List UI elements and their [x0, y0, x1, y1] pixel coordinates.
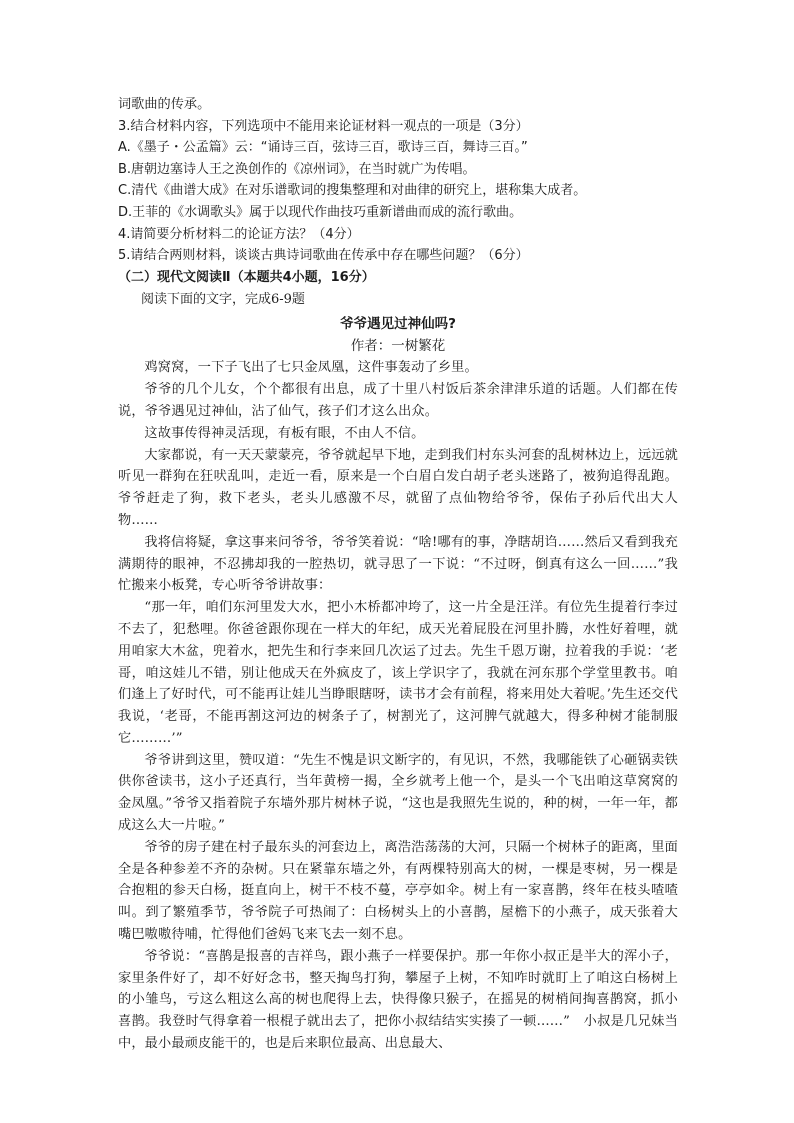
option-c: C.清代《曲谱大成》在对乐谱歌词的搜集整理和对曲律的研究上，堪称集大成者。 — [118, 183, 587, 199]
paragraph: 爷爷讲到这里，赞叹道：“先生不愧是识文断字的，有见识，不然，我哪能铁了心砸锅卖铁供你爸读书，这小子还真行，当年黄榜一揭，全乡就考上他一个，是头一个飞出咱这草窝窝的金凤凰。”爷爷又指着院子东墙外那片树林子说，“这也是我照先生说的，种的树，一年一年，都成这么大一片啦。” — [118, 752, 678, 834]
reading-instruction: 阅读下面的文字，完成6-9题 — [141, 292, 305, 308]
option-b: B.唐朝边塞诗人王之涣创作的《凉州词》，在当时就广为传唱。 — [118, 161, 476, 177]
paragraph: 爷爷的房子建在村子最东头的河套边上，离浩浩荡荡的大河，只隔一个树林子的距离，里面全是各种参差不齐的杂树。只在紧靠东墙之外，有两棵特别高大的树，一棵是枣树，另一棵是合抱粗的参天白杨，挺直向上，树干不枝不蔓，亭亭如伞。树上有一家喜鹊，终年在枝头喳喳叫。到了繁殖季节，爷爷院子可热闹了：白杨树头上的小喜鹊，屋檐下的小燕子，成天张着大嘴巴嗷嗷待哺，忙得他们爸妈飞来飞去一刻不息。 — [118, 839, 678, 943]
question-4: 4.请简要分析材料二的论证方法？（4分） — [118, 226, 360, 242]
paragraph: 爷爷的几个儿女，个个都很有出息，成了十里八村饭后茶余津津乐道的话题。人们都在传说，爷爷遇见过神仙，沾了仙气，孩子们才这么出众。 — [118, 382, 678, 419]
continuation-text: 词歌曲的传承。 — [118, 97, 211, 112]
exam-page — [118, 94, 678, 1055]
paragraph: 这故事传得神灵活现，有板有眼，不由人不信。 — [144, 425, 425, 441]
paragraph: 鸡窝窝，一下子飞出了七只金凤凰，这件事轰动了乡里。 — [144, 360, 478, 376]
story-author: 作者：一树繁花 — [350, 338, 446, 355]
option-a: A.《墨子・公孟篇》云：“诵诗三百，弦诗三百，歌诗三百，舞诗三百。” — [118, 140, 528, 156]
paragraph: 大家都说，有一天天蒙蒙亮，爷爷就起早下地，走到我们村东头河套的乱树林边上，远远就听见一群狗在狂吠乱叫，走近一看，原来是一个白眉白发白胡子老头迷路了，被狗追得乱跑。爷爷赶走了狗，救下老头，老头儿感激不尽，就留了点仙物给爷爷，保佑子孙后代出大人物…… — [118, 447, 678, 528]
paragraph: 我将信将疑，拿这事来问爷爷，爷爷笑着说：“啥!哪有的事，净瞎胡诌……然后又看到我充满期待的眼神，不忍拂却我的一腔热切，就寻思了一下说：“不过呀，倒真有这么一回……”我忙搬来小板凳，专心听爷爷讲故事： — [118, 534, 678, 594]
question-3: 3.结合材料内容，下列选项中不能用来论证材料一观点的一项是（3分） — [118, 118, 529, 134]
paragraph: “那一年，咱们东河里发大水，把小木桥都冲垮了，这一片全是汪洋。有位先生提着行李过不去了，犯愁哩。你爸爸跟你现在一样大的年纪，成天光着屁股在河里扑腾，水性好着哩，就用咱家大木盆，兜着水，把先生和行李来回几次运了过去。先生千恩万谢，拉着我的手说：‘老哥，咱这娃儿不错，别让他成天在外疯皮了，该上学识字了，我就在河东那个学堂里教书。咱们逢上了好时代，可不能再让娃儿当睁眼瞎呀，读书才会有前程，将来用处大着呢。’先生还交代我说，‘老哥，不能再割这河边的树条子了，树割光了，这河脾气就越大，得多种树才能制服它………’” — [118, 600, 678, 746]
question-5: 5.请结合两则材料，谈谈古典诗词歌曲在传承中存在哪些问题？（6分） — [118, 248, 529, 264]
section-heading: （二）现代文阅读Ⅱ（本题共4小题，16分） — [118, 269, 375, 285]
story-title: 爷爷遇见过神仙吗? — [340, 316, 456, 333]
option-d: D.王菲的《水调歌头》属于以现代作曲技巧重新谱曲而成的流行歌曲。 — [118, 204, 523, 220]
paragraph: 爷爷说：“喜鹊是报喜的吉祥鸟，跟小燕子一样要保护。那一年你小叔正是半大的浑小子，家里条件好了，却不好好念书，整天掏鸟打狗，攀屋子上树，不知咋时就盯上了咱这白杨树上的小雏鸟，亏这么粗这么高的树也爬得上去，快得像只猴子，在摇晃的树梢间掏喜鹊窝，抓小喜鹊。我登时气得拿着一根棍子就出去了，把你小叔结结实实揍了一顿……” 小叔是几兄妹当中，最小最顽皮能干的，也是后来职位最高、出息最大、 — [118, 948, 678, 1052]
